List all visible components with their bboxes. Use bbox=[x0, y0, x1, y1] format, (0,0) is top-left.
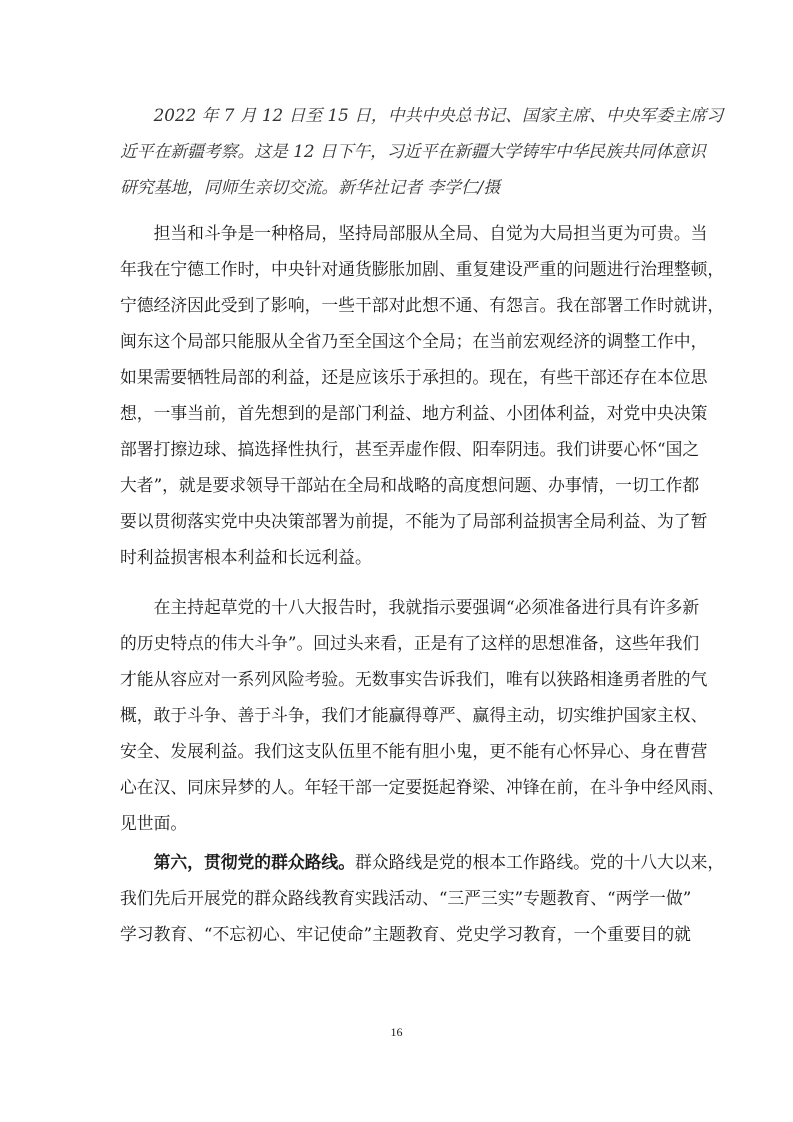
paragraph-line: 想，一事当前，首先想到的是部门利益、地方利益、小团体利益，对党中央决策 bbox=[120, 403, 708, 423]
caption-line: 近平在新疆考察。这是 12 日下午，习近平在新疆大学铸牢中华民族共同体意识 bbox=[120, 141, 706, 161]
section-heading-continuation: 群众路线是党的根本工作路线。党的十八大以来， bbox=[354, 852, 725, 872]
caption-line: 2022 年 7 月 12 日至 15 日，中共中央总书记、国家主席、中央军委主席习 bbox=[153, 105, 724, 125]
paragraph-line: 如果需要牺牲局部的利益，还是应该乐于承担的。现在，有些干部还存在本位思 bbox=[120, 367, 708, 387]
page-number: 16 bbox=[390, 1025, 403, 1039]
photo-caption bbox=[120, 97, 724, 205]
paragraph-line: 年我在宁德工作时，中央针对通货膨胀加剧、重复建设严重的问题进行治理整顿， bbox=[120, 259, 725, 279]
paragraph-line: 时利益损害根本利益和长远利益。 bbox=[120, 547, 372, 567]
paragraph-line: 要以贯彻落实党中央决策部署为前提，不能为了局部利益损害全局利益、为了暂 bbox=[120, 511, 708, 531]
paragraph-line: 安全、发展利益。我们这支队伍里不能有胆小鬼，更不能有心怀异心、身在曹营 bbox=[120, 741, 708, 761]
paragraph-line: 闽东这个局部只能服从全省乃至全国这个全局；在当前宏观经济的调整工作中， bbox=[120, 331, 708, 351]
paragraph-line: 心在汉、同床异梦的人。年轻干部一定要挺起脊梁、冲锋在前，在斗争中经风雨、 bbox=[120, 777, 725, 797]
paragraph-line: 我们先后开展党的群众路线教育实践活动、“三严三实”专题教育、“两学一做” bbox=[120, 888, 692, 908]
paragraph-line: 担当和斗争是一种格局，坚持局部服从全局、自觉为大局担当更为可贵。当 bbox=[153, 223, 708, 243]
paragraph-line: 学习教育、“不忘初心、牢记使命”主题教育、党史学习教育，一个重要目的就 bbox=[120, 924, 691, 944]
paragraph-line: 宁德经济因此受到了影响，一些干部对此想不通、有怨言。我在部署工作时就讲， bbox=[120, 295, 725, 315]
paragraph-line: 部署打擦边球、搞选择性执行，甚至弄虚作假、阳奉阴违。我们讲要心怀“国之 bbox=[120, 439, 700, 459]
body-paragraph-1 bbox=[120, 215, 725, 575]
paragraph-line: 在主持起草党的十八大报告时，我就指示要强调“必须准备进行具有许多新 bbox=[153, 597, 700, 617]
section-heading: 第六，贯彻党的群众路线。 bbox=[153, 852, 355, 872]
paragraph-line bbox=[120, 844, 725, 880]
body-paragraph-2 bbox=[120, 589, 725, 841]
paragraph-line: 见世面。 bbox=[120, 813, 188, 833]
body-paragraph-3 bbox=[120, 844, 725, 952]
paragraph-line: 的历史特点的伟大斗争”。回过头来看，正是有了这样的思想准备，这些年我们 bbox=[120, 633, 700, 653]
paragraph-line: 概，敢于斗争、善于斗争，我们才能赢得尊严、赢得主动，切实维护国家主权、 bbox=[120, 705, 708, 725]
paragraph-line: 大者”，就是要求领导干部站在全局和战略的高度想问题、办事情，一切工作都 bbox=[120, 475, 700, 495]
paragraph-line: 才能从容应对一系列风险考验。无数事实告诉我们，唯有以狭路相逢勇者胜的气 bbox=[120, 669, 708, 689]
caption-line: 研究基地，同师生亲切交流。新华社记者 李学仁/摄 bbox=[120, 177, 501, 197]
